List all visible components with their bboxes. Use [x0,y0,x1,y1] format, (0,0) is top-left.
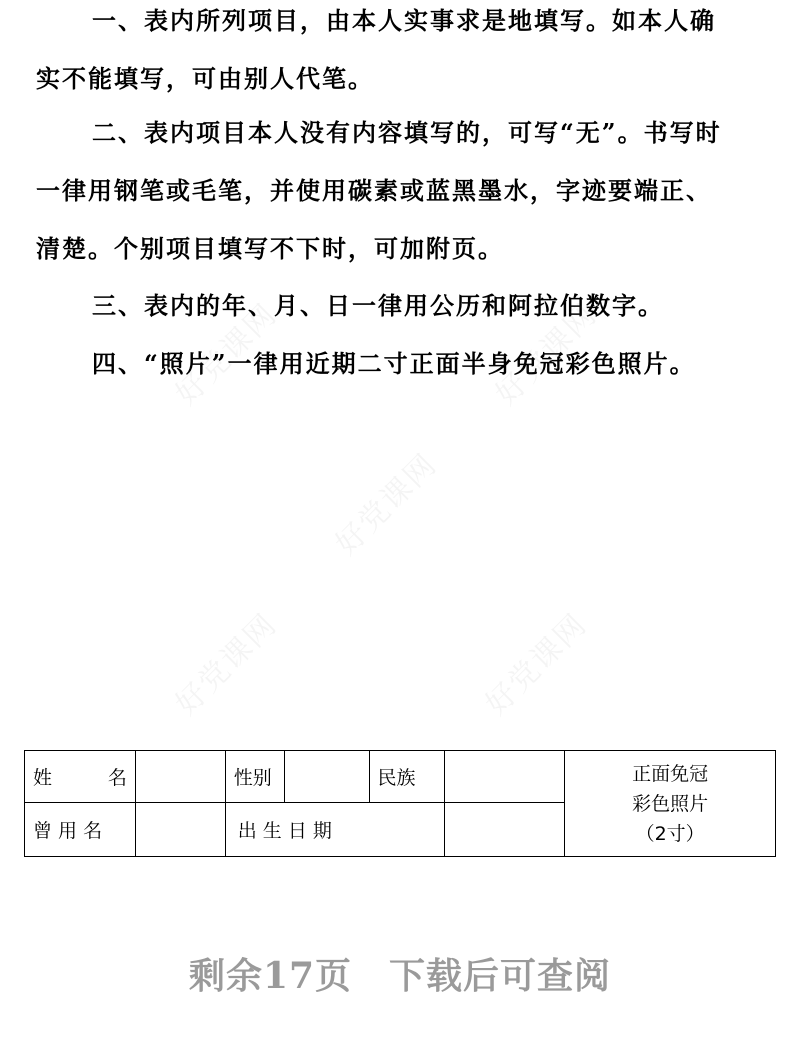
instruction-4 [36,335,772,393]
watermark: 好党课网 [168,296,285,413]
watermark: 好党课网 [488,296,605,413]
instruction-1 [36,0,772,108]
name-value-cell[interactable] [135,751,225,803]
personal-info-table [24,750,776,857]
instruction-2 [36,104,772,278]
former-name-value-cell[interactable] [135,803,225,857]
instruction-2-line-1: 二、表内项目本人没有内容填写的，可写“无”。书写时 [92,118,722,147]
instruction-3 [36,277,772,335]
gender-label-cell: 性别 [225,751,284,803]
instruction-2-line-3: 清楚。个别项目填写不下时，可加附页。 [36,234,504,263]
birthdate-label-cell: 出 生 日 期 [225,803,445,857]
name-label-b: 名 [107,767,127,789]
former-name-label-cell: 曾 用 名 [25,803,136,857]
name-label-a: 姓 [33,767,53,789]
instruction-3-line-1: 三、表内的年、月、日一律用公历和阿拉伯数字。 [92,291,664,320]
watermark: 好党课网 [328,446,445,563]
photo-label-line-2: 彩色照片 [632,792,709,815]
remaining-pages-notice: 剩余17页 下载后可查阅 [188,955,612,997]
birthdate-value-cell[interactable] [445,803,565,857]
watermark: 好党课网 [478,606,595,723]
gender-value-cell[interactable] [284,751,369,803]
watermark: 好党课网 [168,606,285,723]
instruction-2-line-2: 一律用钢笔或毛笔，并使用碳素或蓝黑墨水，字迹要端正、 [36,176,712,205]
photo-label-line-1: 正面免冠 [632,762,709,785]
instruction-4-line-1: 四、“照片”一律用近期二寸正面半身免冠彩色照片。 [92,349,696,378]
instruction-1-line-2: 实不能填写，可由别人代笔。 [36,64,374,93]
photo-cell[interactable] [565,751,776,857]
ethnicity-label-cell: 民族 [369,751,445,803]
name-label-cell [25,751,136,803]
photo-label-line-3: （2寸） [635,822,705,845]
ethnicity-value-cell[interactable] [445,751,565,803]
instruction-1-line-1: 一、表内所列项目，由本人实事求是地填写。如本人确 [92,6,716,35]
